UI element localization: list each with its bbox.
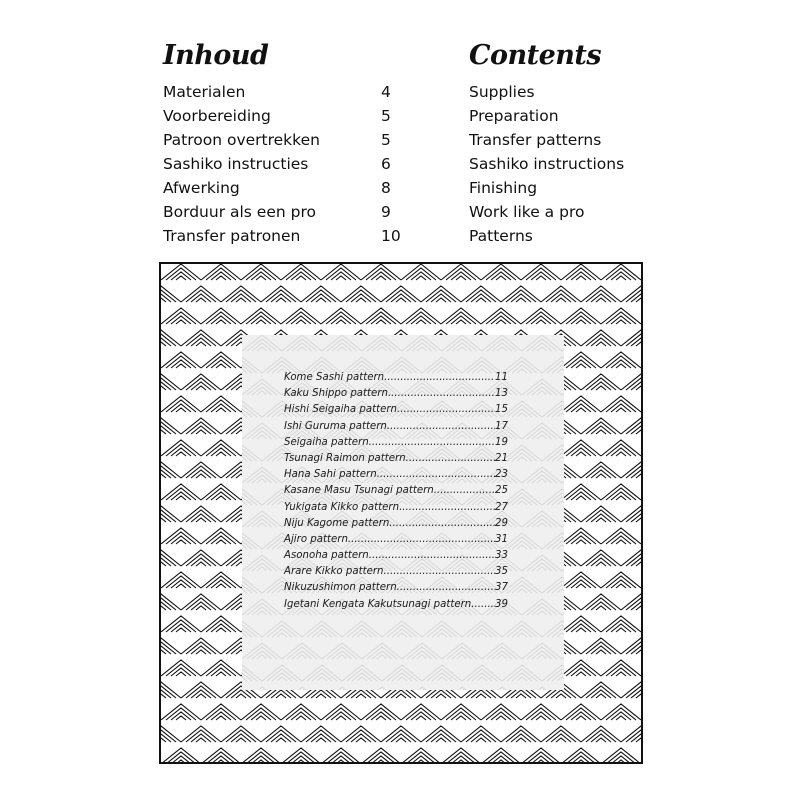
dot-leader [377, 467, 495, 483]
dot-leader [384, 370, 495, 386]
toc-row: Supplies [469, 83, 535, 101]
pattern-page: 27 [495, 501, 508, 513]
pattern-page: 35 [495, 566, 508, 578]
toc-label: Materialen [163, 83, 246, 101]
toc-page: 10 [381, 227, 401, 245]
toc-page: 6 [381, 155, 391, 173]
pattern-name: Kasane Masu Tsunagi pattern [284, 485, 434, 497]
pattern-page: 39 [495, 598, 508, 610]
dot-leader [369, 548, 495, 564]
pattern-page: 23 [495, 469, 508, 481]
dutch-heading: Inhoud [163, 40, 269, 71]
pattern-name: Ajiro pattern [284, 533, 348, 545]
pattern-page: 11 [495, 372, 508, 383]
toc-row: Work like a pro [469, 203, 585, 221]
pattern-name: Nikuzushimon pattern [284, 582, 397, 594]
pattern-page: 33 [495, 550, 508, 562]
pattern-name: Kaku Shippo pattern [284, 388, 388, 400]
pattern-index-row [284, 419, 508, 435]
pattern-index [284, 370, 508, 613]
toc-row: Finishing [469, 179, 538, 197]
dot-leader [389, 516, 495, 532]
dot-leader [369, 435, 495, 451]
toc-label: Transfer patronen [163, 227, 301, 245]
dot-leader [397, 580, 495, 596]
toc-row [163, 104, 403, 128]
pattern-panel [159, 262, 643, 764]
toc-page: 4 [381, 83, 391, 101]
toc-label: Patroon overtrekken [163, 131, 320, 149]
dot-leader [387, 419, 495, 435]
pattern-index-row [284, 451, 508, 467]
pattern-index-row [284, 548, 508, 564]
toc-row [163, 128, 403, 152]
toc-page: 5 [381, 107, 391, 125]
toc-page: 9 [381, 203, 391, 221]
pattern-page: 15 [495, 404, 508, 416]
pattern-index-row [284, 483, 508, 499]
pattern-index-row [284, 564, 508, 580]
pattern-name: Ishi Guruma pattern [284, 420, 387, 432]
dot-leader [434, 483, 495, 499]
pattern-index-row [284, 370, 508, 386]
toc-row: Transfer patterns [469, 131, 602, 149]
pattern-name: Hana Sahi pattern [284, 469, 377, 481]
toc-row [163, 224, 403, 248]
toc-row: Patterns [469, 227, 533, 245]
pattern-index-row [284, 435, 508, 451]
pattern-name: Niju Kagome pattern [284, 517, 390, 529]
dot-leader [406, 451, 495, 467]
pattern-index-box [242, 335, 564, 690]
pattern-index-row [284, 467, 508, 483]
toc-label: Sashiko instructies [163, 155, 309, 173]
toc-row: Preparation [469, 107, 559, 125]
dot-leader [348, 532, 495, 548]
pattern-name: Kome Sashi pattern [284, 372, 385, 383]
pattern-page: 19 [495, 436, 508, 448]
pattern-page: 13 [495, 388, 508, 400]
pattern-index-row [284, 402, 508, 418]
pattern-name: Igetani Kengata Kakutsunagi pattern [284, 598, 472, 610]
pattern-page: 29 [495, 517, 508, 529]
english-heading: Contents [469, 40, 602, 71]
pattern-name: Tsunagi Raimon pattern [284, 452, 406, 464]
toc-row [163, 152, 403, 176]
pattern-index-row [284, 516, 508, 532]
toc-row [163, 200, 403, 224]
english-toc [469, 80, 624, 248]
toc-label: Voorbereiding [163, 107, 271, 125]
dot-leader [471, 597, 495, 613]
pattern-page: 37 [495, 582, 508, 594]
dot-leader [397, 402, 495, 418]
pattern-page: 21 [495, 452, 508, 464]
pattern-index-row [284, 580, 508, 596]
pattern-index-row [284, 500, 508, 516]
pattern-index-row [284, 532, 508, 548]
toc-row [163, 80, 403, 104]
pattern-name: Asonoha pattern [284, 550, 369, 562]
pattern-page: 31 [495, 533, 508, 545]
toc-label: Afwerking [163, 179, 240, 197]
dutch-toc [163, 80, 403, 248]
toc-row [163, 176, 403, 200]
pattern-index-row [284, 386, 508, 402]
pattern-name: Hishi Seigaiha pattern [284, 404, 397, 416]
pattern-page: 17 [495, 420, 508, 432]
dot-leader [388, 386, 495, 402]
pattern-name: Seigaiha pattern [284, 436, 369, 448]
pattern-name: Arare Kikko pattern [284, 566, 384, 578]
toc-label: Borduur als een pro [163, 203, 316, 221]
pattern-page: 25 [495, 485, 508, 497]
toc-page: 8 [381, 179, 391, 197]
pattern-name: Yukigata Kikko pattern [284, 501, 400, 513]
toc-row: Sashiko instructions [469, 155, 625, 173]
pattern-index-row [284, 597, 508, 613]
dot-leader [399, 500, 495, 516]
dot-leader [384, 564, 496, 580]
toc-page: 5 [381, 131, 391, 149]
